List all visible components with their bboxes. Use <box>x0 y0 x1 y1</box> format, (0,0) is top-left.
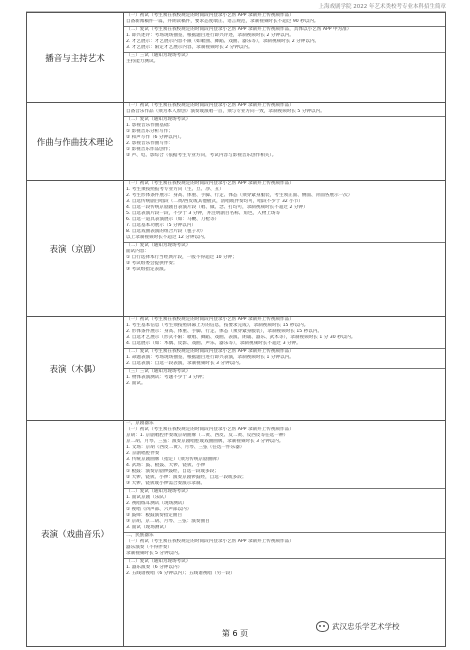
requirement-line: （一）初试（考生须在我校规定的时间段内登录小艺帮 APP 录制并上传视频作品） <box>126 317 294 322</box>
requirement-line: 京二胡、月琴、三弦：演奏京剧唱腔或戏曲曲牌，录制视频时长 3 分钟以内。 <box>126 439 284 444</box>
requirement-line: ① 影视音乐作品创作； <box>126 147 173 152</box>
requirement-line: ① 自行选择本行当经典片段，一般不得超过 10 分钟； <box>126 255 237 260</box>
requirement-line: ② 大锣、铙钹、小锣：演奏京剧锣鼓经，自选一段或多段； <box>126 475 247 480</box>
requirement-line: 2. 面试。 <box>126 381 146 386</box>
requirement-line: 7. 自选基本功展示（5 分钟以内） <box>126 223 196 228</box>
requirement-line: ③ 大锣、铙钹或小锣需合奏演示录制。 <box>126 481 206 486</box>
requirement-line: 2. 形体条件展示：身高、体重、手脚、行走、体态（须穿紧身服装），录制视频时长 15 秒以内。 <box>126 329 323 334</box>
requirement-line: 3. 才艺展示：限定才艺展示内容，录制视频时长 2 分钟以内。 <box>126 45 253 50</box>
requirement-line: （三）三试（通知为现场考试） <box>126 53 191 58</box>
requirement-line: ② 考试组委会提供伴奏； <box>126 261 178 266</box>
requirement-line: （一）初试（考生须在我校规定的时间段内登录小艺帮 APP 录制并上传视频作品） <box>126 539 294 544</box>
subject-row <box>27 103 446 181</box>
requirement-line: ② 和声写作（6 分钟以内）。 <box>126 135 185 140</box>
requirement-line: 3. 自选才艺展示（形式不限：歌唱、舞蹈、戏曲、表演、朗诵、器乐、武术等），录制视频时长 1 分 30 秒以内。 <box>126 335 356 340</box>
requirement-line: 1. 影视音乐作曲基础： <box>126 123 174 128</box>
page-number: 第 6 页 <box>221 629 249 638</box>
watermark-text: 武汉忠乐学艺术学校 <box>332 621 400 631</box>
requirement-line: （二）复试（考生须在我校规定的时间段内登录小艺帮 APP 录制并上传视频作品，具体以小艺帮 APP 中为准） <box>126 27 352 32</box>
requirement-line: 2. 视唱练耳测试（现场测试） <box>126 501 187 506</box>
requirement-line: （一）初试（考生须在我校规定的时间段内登录小艺帮 APP 录制并上传视频作品） <box>126 103 294 108</box>
requirement-line: 2. 自选表演：自选一段表演，录制视频时长 3 分钟以内。 <box>126 361 244 366</box>
subject-name: 播音与主持艺术 <box>27 13 124 103</box>
requirement-line: 3. 传统京剧曲牌（指定）（须为传统京剧曲牌） <box>126 457 222 462</box>
subject-row <box>27 13 446 103</box>
subjects-table <box>26 12 446 647</box>
requirement-line: 2. 才艺展示：才艺展示内容不限（如歌曲、舞蹈、戏曲、器乐等），录制视频时长 2 分钟以内。 <box>126 39 320 44</box>
requirement-line: 自备音乐作品（须为本人原创）演奏或演唱一首，须与专业方向一致，录制视频时长 5 分钟以内。 <box>126 109 325 114</box>
subject-requirements <box>124 317 446 421</box>
requirement-line: 一、京剧器乐 <box>126 421 154 426</box>
requirement-line: 2. 考生形体条件展示：身高、体重、手脚、行走、体态（须穿紧身服装，考生须正面、侧面、背面各展示一次） <box>126 193 353 198</box>
requirement-line: 1. 考生须按照报考专业方向（生、旦、净、丑） <box>126 187 224 192</box>
requirement-line: （三）三试（通知为现场考试） <box>126 369 191 374</box>
requirement-line: ② 声、电、影综合（依据考生专业方向，考试内容与影视音乐创作相关）。 <box>126 153 277 158</box>
wechat-icon <box>316 621 329 632</box>
subject-requirements <box>124 421 446 647</box>
requirement-line: 8. 自选戏曲表演的组合片段（毯子功） <box>126 229 206 234</box>
subject-requirements <box>124 13 446 103</box>
requirement-line: ① 板鼓：演奏京剧锣鼓经，自选一段或多段； <box>126 469 219 474</box>
requirement-line: ③ 京胡、京二胡、月琴、三弦：演奏曲目 <box>126 519 210 524</box>
requirement-line: 录制视频时长 5 分钟以内。 <box>126 551 183 556</box>
requirement-line: 3. 自选传统剧目唱段（二黄/西皮或其他板式，清唱或伴奏均可，唱段不少于 32 小节） <box>126 199 303 204</box>
requirement-line: 2. 五线谱视唱（6 分钟以内）；五线谱视唱（另一段） <box>126 571 235 576</box>
requirement-line: 4. 自选一段传统京剧剧目表演片段（唱、做、念、打均可，录制视频时长不超过 2 分钟） <box>126 205 308 210</box>
requirement-line: 主持能力测试。 <box>126 59 159 64</box>
requirement-line: 器乐演奏（不得伴奏） <box>126 545 172 550</box>
requirement-line: 2. 影视音乐作曲写作： <box>126 141 174 146</box>
page-header: 上海戏剧学院 2022 年艺术类校考专业本科招生简章 <box>26 2 446 12</box>
requirement-line: 1. 考生基本信息（考生须按照屏幕上方的信息，按要求完成），录制视频时长 15 秒以内。 <box>126 323 309 328</box>
requirement-line: 1. 命题表演：考场现场抽签，根据题目进行即兴表演，录制视频时长 1 分钟以内。 <box>126 355 294 360</box>
requirement-line: （二）复试（通知为现场考试） <box>126 559 191 564</box>
requirement-line: ① 视唱（四声部、六声部以内） <box>126 507 192 512</box>
requirement-line: （二）复试（通知为现场考试） <box>126 243 191 248</box>
requirement-line: 京胡：1. 京剧唱腔伴奏或京胡曲牌（二黄、西皮、反二黄、反西皮等任选一种） <box>126 433 289 438</box>
requirement-line: ③ 考试组指定表演。 <box>126 267 169 272</box>
subject-row <box>27 181 446 317</box>
watermark <box>316 619 456 633</box>
requirement-line: 1. 即兴述评：考场现场抽签，根据题目进行即兴评述，录制视频时长 2 分钟以内。 <box>126 33 294 38</box>
subject-name: 作曲与作曲技术理论 <box>27 103 124 181</box>
requirement-line: 4. 自选展示（如：木偶、皮影、戏曲、声乐、器乐等），录制视频时长不超过 3 分钟。 <box>126 341 301 346</box>
requirement-line: （二）复试（通知为现场考试） <box>126 117 191 122</box>
requirement-line: 1. 物体表演测试：考题不少于 3 分钟； <box>126 375 207 380</box>
requirement-line: 1. 文场：京胡（西皮二黄）、月琴、三弦（任选一件乐器） <box>126 445 245 450</box>
requirement-line: 以上录制视频时长不超过 12 分钟以内。 <box>126 235 209 240</box>
requirement-line: 6. 自选一道具表演展示（如：马鞭、刀枪等） <box>126 217 220 222</box>
requirement-line: 面试内容： <box>126 249 149 254</box>
requirement-line: （一）初试（考生须在我校规定的时间段内登录小艺帮 APP 录制并上传视频作品） <box>126 427 294 432</box>
subject-name: 表演（戏曲音乐） <box>27 421 124 647</box>
subject-name: 表演（京剧） <box>27 181 124 317</box>
requirement-line: 4. 武场：鼓、板鼓、大锣、铙钹、小锣 <box>126 463 206 468</box>
requirement-line: 自备新闻稿件一篇，并朗读稿件，要求态度端正、语言规范，录制视频时长不超过 90 秒以内。 <box>126 19 319 24</box>
subject-row <box>27 421 446 647</box>
subject-requirements <box>124 181 446 317</box>
requirement-line: （一）初试（考生须在我校规定的时间段内登录小艺帮 APP 录制并上传视频作品） <box>126 181 294 186</box>
requirement-line: 1. 面试京剧（乐队） <box>126 495 169 500</box>
subject-row <box>27 317 446 421</box>
subject-name: 表演（木偶） <box>27 317 124 421</box>
requirement-line: 1. 器乐演奏（6 分钟以内） <box>126 565 183 570</box>
requirement-line: （一）初试（考生须在我校规定的时间段内登录小艺帮 APP 录制并上传视频作品） <box>126 13 294 18</box>
requirement-line: ① 影视音乐分析写作； <box>126 129 173 134</box>
requirement-line: 3. 面试（现场测试） <box>126 525 169 530</box>
requirement-line: （二）复试（考生须在我校规定的时间段内登录小艺帮 APP 录制并上传视频作品） <box>126 349 294 354</box>
requirement-line: 2. 京剧唱腔伴奏 <box>126 451 160 456</box>
requirement-line: 5. 自选表演片段一段，不少于 3 分钟，并注明剧目名称、角色，人物上场等 <box>126 211 281 216</box>
requirement-line: （二）复试（通知为现场考试） <box>126 489 191 494</box>
subject-requirements <box>124 103 446 181</box>
requirement-line: ② 鼓师：板鼓演奏指定曲目 <box>126 513 183 518</box>
requirement-line: 二、民族器乐 <box>126 533 154 538</box>
